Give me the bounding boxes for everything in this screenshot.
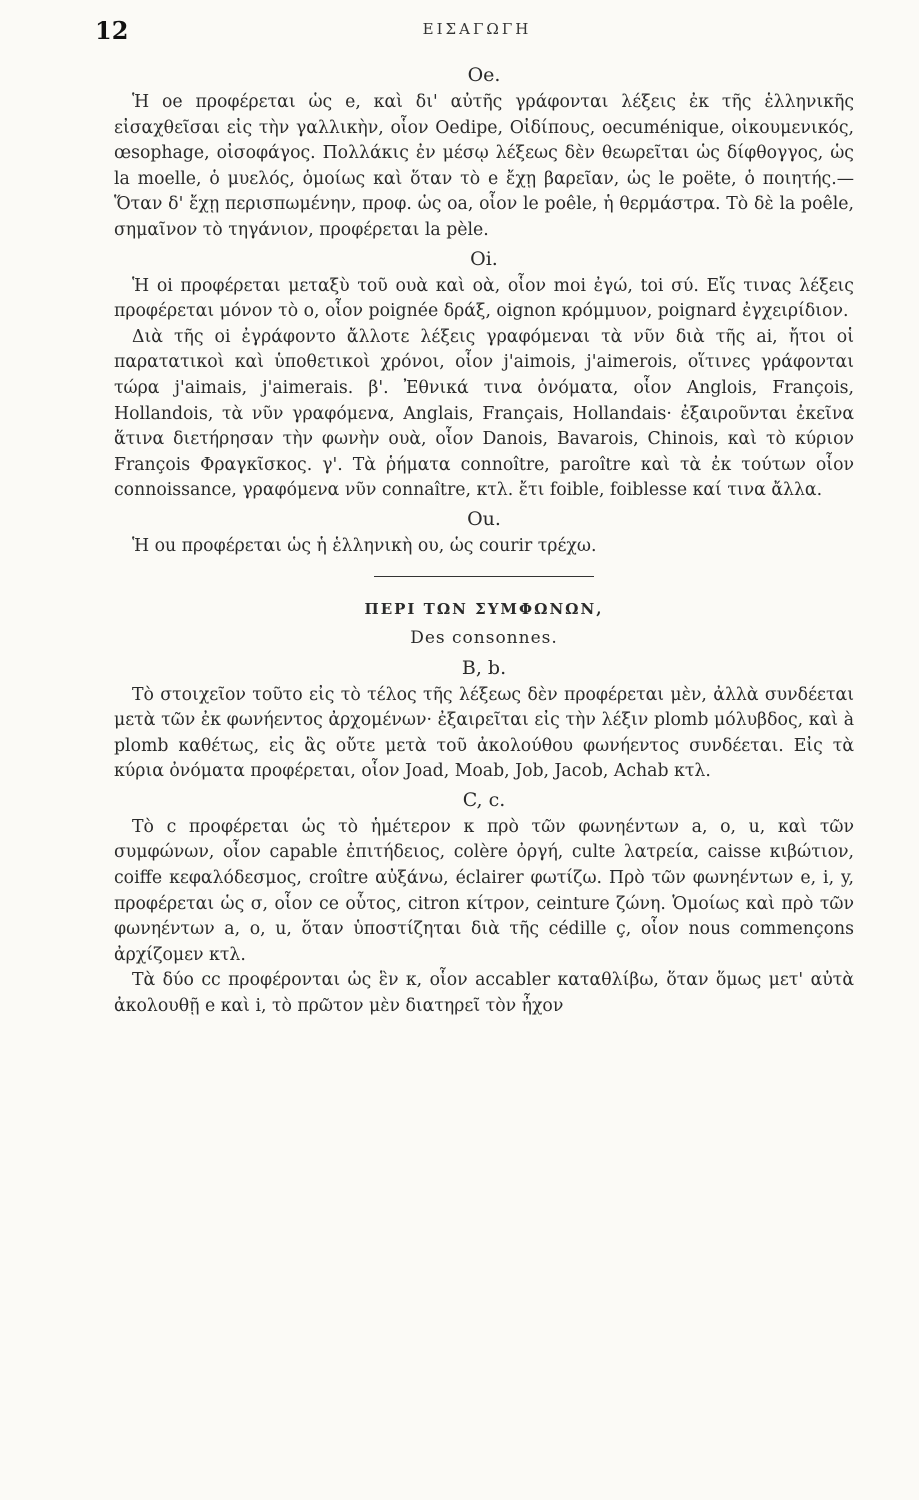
heading-b: B, b.	[461, 656, 507, 679]
heading-oe: Oe.	[467, 64, 501, 86]
paragraph-c-2: Τὰ δύο cc προφέρονται ὡς ἓν κ, οἷον accabler καταθλίβω, ὅταν ὅμως μετ' αὐτὰ ἀκολουθῇ e καὶ i, τὸ πρῶτον μὲν διατηρεῖ τὸν ἦχον	[114, 970, 854, 1017]
heading-c: C, c.	[462, 788, 506, 811]
running-head	[95, 16, 859, 46]
consonants-subtitle: Des consonnes.	[410, 627, 558, 648]
paragraph-c-1: Τὸ c προφέρεται ὡς τὸ ἡμέτερον κ πρὸ τῶν φωνηέντων a, o, u, καὶ τῶν συμφώνων, οἷον capable ἐπιτήδειος, colère ὀργή, culte λατρεία, caisse κιβώτιον, coiffe κεφαλόδεσμος, croître αὐξάνω, éclairer φωτίζω. Πρὸ τῶν φωνηέντων e, i, y, προφέρεται ὡς σ, οἷον ce οὗτος, citron κίτρον, ceinture ζώνη. Ὁμοίως καὶ πρὸ τῶν φωνηέντων a, o, u, ὅταν ὑποστίζηται διὰ τῆς cédille ç, οἷον nous commençons ἀρχίζομεν κτλ.	[114, 816, 854, 965]
running-title: ΕΙΣΑΓΩΓΗ	[422, 20, 532, 38]
paragraph-oe: Ἡ oe προφέρεται ὡς e, καὶ δι' αὐτῆς γράφονται λέξεις ἐκ τῆς ἑλληνικῆς εἰσαχθεῖσαι εἰς τὴν γαλλικὴν, οἷον Oedipe, Οἰδίπους, oecuménique, οἰκουμενικός, œsophage, οἰσοφάγος. Πολλάκις ἐν μέσῳ λέξεως δὲν θεωρεῖται ὡς δίφθογγος, ὡς la moelle, ὁ μυελός, ὁμοίως καὶ ὅταν τὸ e ἔχῃ βαρεῖαν, ὡς le poëte, ὁ ποιητής.—Ὅταν δ' ἔχῃ περισπωμένην, προφ. ὡς oa, οἷον le poêle, ἡ θερμάστρα. Τὸ δὲ la poêle, σημαῖνον τὸ τηγάνιον, προφέρεται la pèle.	[114, 92, 854, 240]
page-body	[114, 60, 854, 1020]
page-number: 12	[95, 16, 129, 45]
section-divider	[374, 576, 594, 577]
paragraph-b: Τὸ στοιχεῖον τοῦτο εἰς τὸ τέλος τῆς λέξεως δὲν προφέρεται μὲν, ἀλλὰ συνδέεται μετὰ τῶν ἐκ φωνήεντος ἀρχομένων· ἐξαιρεῖται εἰς τὴν λέξιν plomb μόλυβδος, καὶ à plomb καθέτως, εἰς ἃς οὔτε μετὰ τοῦ ἀκολούθου φωνήεντος συνδέεται. Εἰς τὰ κύρια ὀνόματα προφέρεται, οἷον Joad, Moab, Job, Jacob, Achab κτλ.	[114, 684, 854, 782]
heading-oi: Oi.	[470, 247, 498, 270]
consonants-title: ΠΕΡΙ ΤΩΝ ΣΥΜΦΩΝΩΝ,	[364, 599, 604, 618]
paragraph-ou: Ἡ ou προφέρεται ὡς ἡ ἑλληνικὴ ου, ὡς courir τρέχω.	[132, 535, 597, 556]
paragraph-oi-1: Ἡ oi προφέρεται μεταξὺ τοῦ ουὰ καὶ οὰ, οἷον moi ἐγώ, toi σύ. Εἴς τινας λέξεις προφέρεται μόνον τὸ o, οἷον poignée δράξ, oignon κρόμμυον, poignard ἐγχειρίδιον.	[114, 275, 854, 322]
heading-ou: Ou.	[467, 507, 501, 530]
paragraph-oi-2: Διὰ τῆς oi ἐγράφοντο ἄλλοτε λέξεις γραφόμεναι τὰ νῦν διὰ τῆς ai, ἤτοι οἱ παρατατικοὶ καὶ ὑποθετικοὶ χρόνοι, οἷον j'aimois, j'aimerois, οἵτινες γράφονται τώρα j'aimais, j'aimerais. β'. Ἐθνικά τινα ὀνόματα, οἷον Anglois, François, Hollandois, τὰ νῦν γραφόμενα, Anglais, Français, Hollandais· ἐξαιροῦνται ἐκεῖνα ἅτινα διετήρησαν τὴν φωνὴν ουὰ, οἷον Danois, Bavarois, Chinois, καὶ τὸ κύριον François Φραγκῖσκος. γ'. Τὰ ῥήματα connoître, paroître καὶ τὰ ἐκ τούτων οἷον connoissance, γραφόμενα νῦν connaître, κτλ. ἔτι foible, foiblesse καί τινα ἄλλα.	[114, 326, 854, 501]
